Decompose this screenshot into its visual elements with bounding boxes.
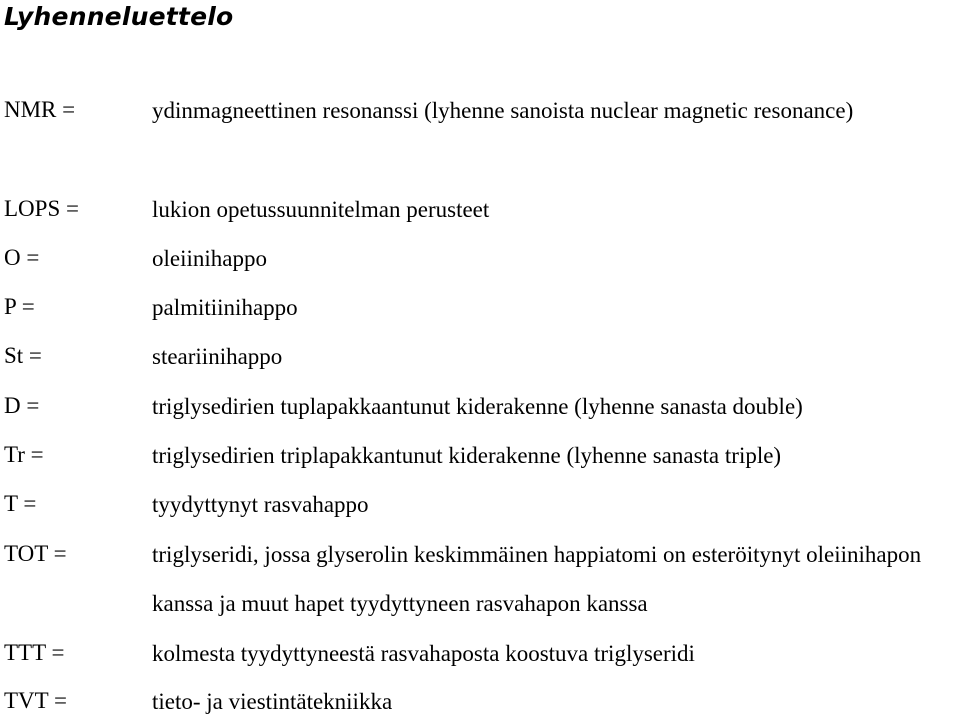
- abbreviation-term: Tr =: [4, 442, 44, 467]
- abbreviation-definition: oleiinihappo: [152, 246, 267, 271]
- abbreviation-term: TVT =: [4, 688, 68, 713]
- abbreviation-definition: kolmesta tyydyttyneestä rasvahaposta koostuva triglyseridi: [152, 641, 695, 666]
- abbreviation-term: O =: [4, 245, 40, 270]
- abbreviation-definition: ydinmagneettinen resonanssi (lyhenne sanoista nuclear magnetic resonance): [152, 98, 854, 123]
- abbreviation-definition: palmitiinihappo: [152, 295, 298, 320]
- abbreviation-term: D =: [4, 393, 40, 418]
- abbreviation-definition: triglysedirien triplapakkantunut kiderakenne (lyhenne sanasta triple): [152, 443, 782, 468]
- abbreviation-definition: triglyseridi, jossa glyserolin keskimmäinen happiatomi on esteröitynyt oleiinihapon kanssa ja muut hapet tyydyttyneen rasvahapon kanssa: [152, 542, 922, 617]
- abbreviation-definition: tyydyttynyt rasvahappo: [152, 492, 369, 517]
- abbreviation-term: TTT =: [4, 640, 65, 665]
- abbreviation-term: St =: [4, 343, 42, 368]
- page-title: Lyhenneluettelo: [4, 2, 234, 31]
- abbreviation-term: T =: [4, 491, 37, 516]
- abbreviation-term: LOPS =: [4, 196, 79, 221]
- abbreviation-term: P =: [4, 294, 35, 319]
- abbreviation-term: TOT =: [4, 541, 67, 566]
- abbreviation-definition: triglysedirien tuplapakkaantunut kiderakenne (lyhenne sanasta double): [152, 394, 803, 419]
- abbreviation-definition: steariinihappo: [152, 344, 283, 369]
- abbreviation-definition: lukion opetussuunnitelman perusteet: [152, 197, 490, 222]
- abbreviation-term: NMR =: [4, 97, 76, 122]
- abbreviation-definition: tieto- ja viestintätekniikka: [152, 689, 393, 714]
